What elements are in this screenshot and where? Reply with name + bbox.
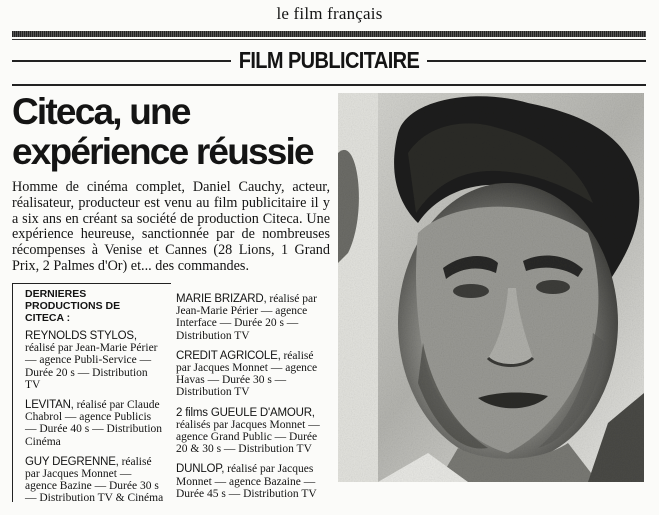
headline-line-1: Citeca, une (12, 91, 190, 132)
credit-item (25, 330, 165, 391)
credit-item (176, 463, 328, 500)
credit-item (176, 293, 328, 342)
masthead-rule (12, 31, 646, 37)
section-underline (12, 84, 646, 86)
portrait-photo (338, 93, 644, 482)
credit-details: réalisé par Claude Chabrol — agence Publicis — Durée 40 s — Distribution Cinéma (25, 399, 163, 448)
credit-details: réalisé par Jean-Marie Périer — agence Interface — Durée 20 s — Distribution TV (176, 293, 317, 342)
section-title: FILM PUBLICITAIRE (238, 47, 420, 74)
headline-line-2: expérience réussie (12, 131, 313, 172)
credit-title: DUNLOP, (176, 463, 225, 476)
section-rule-left (12, 60, 231, 62)
credit-details: réalisé par Jacques Monnet — agence Havas — Durée 30 s — Distribution TV (176, 349, 318, 399)
credit-title: REYNOLDS STYLOS, (25, 330, 137, 342)
credits-heading: DERNIERES PRODUCTIONS DE CITECA : (25, 288, 121, 324)
credit-title: MARIE BRIZARD, (176, 293, 267, 305)
article-intro: Homme de cinéma complet, Daniel Cauchy, acteur, réalisateur, producteur est venu au film publicitaire il y a six ans en créant sa société de production Citeca. Une expérience heureuse, sanctionnée par de nombreuses récompenses à Venise et Cannes (28 Lions, 1 Grand Prix, 2 Palmes d'Or) et... des commandes. (12, 179, 330, 274)
credit-details: réalisés par Jacques Monnet — agence Grand Public — Durée 20 & 30 s — Distribution TV (176, 418, 320, 456)
masthead-rule-thin (12, 39, 646, 40)
credit-title: LEVITAN, (25, 399, 74, 412)
credit-item (25, 456, 165, 505)
credit-item (176, 407, 328, 456)
credits-column-left (25, 288, 165, 513)
credit-title: 2 films GUEULE D'AMOUR, (176, 406, 315, 419)
credit-details: réalisé par Jean-Marie Périer — agence Publi-Service — Durée 20 s — Distribution TV (25, 342, 158, 391)
section-rule-right (427, 60, 646, 62)
credit-details: réalisé par Jacques Monnet — agence Bazaine — Durée 45 s — Distribution TV (176, 463, 317, 500)
credit-item (25, 399, 165, 448)
credit-title: GUY DEGRENNE, (25, 455, 119, 468)
section-banner (12, 46, 646, 76)
credit-item (176, 350, 328, 399)
credits-column-right (176, 293, 328, 508)
masthead: le film français (276, 4, 383, 23)
article-headline (12, 92, 332, 172)
portrait-photo-icon (338, 93, 644, 482)
credit-title: CREDIT AGRICOLE, (176, 349, 281, 362)
credit-details: réalisé par Jacques Monnet — agence Bazine — Durée 30 s — Distribution TV & Cinéma (25, 455, 164, 505)
